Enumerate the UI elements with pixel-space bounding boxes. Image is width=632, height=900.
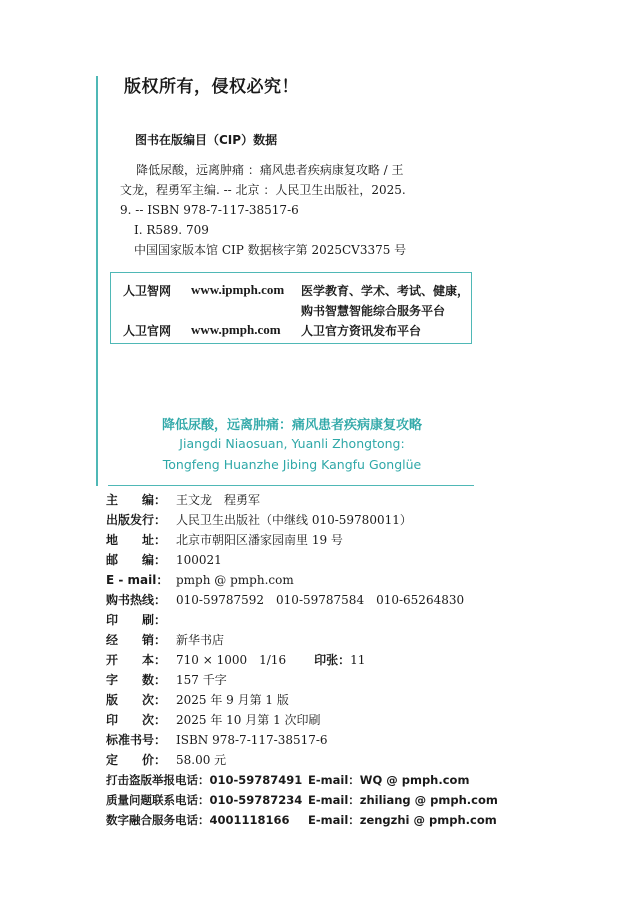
detail-value: 新华书店 bbox=[176, 633, 225, 647]
detail-row bbox=[106, 490, 486, 510]
detail-value: 王文龙 程勇军 bbox=[176, 493, 261, 507]
detail-row bbox=[106, 530, 486, 550]
detail-value: 100021 bbox=[176, 553, 222, 567]
contact-row bbox=[106, 810, 497, 830]
detail-label: 定 价： bbox=[106, 753, 167, 767]
detail-label: 出版发行： bbox=[106, 513, 167, 527]
detail-value: 北京市朝阳区潘家园南里 19 号 bbox=[176, 533, 343, 547]
website-description: 人卫官方资讯发布平台 bbox=[301, 324, 422, 338]
cip-line: 文龙，程勇军主编. -- 北京 ：人民卫生出版社，2025. bbox=[120, 183, 406, 197]
detail-row bbox=[106, 630, 486, 650]
detail-label: 开 本： bbox=[106, 653, 167, 667]
contact-phone: 质量问题联系电话：010-59787234 bbox=[106, 793, 303, 807]
detail-value: ISBN 978-7-117-38517-6 bbox=[176, 733, 328, 747]
detail-row bbox=[106, 650, 486, 670]
contact-row bbox=[106, 790, 498, 810]
detail-label: 标准书号： bbox=[106, 733, 167, 747]
contact-phone: 打击盗版举报电话：010-59787491 bbox=[106, 773, 303, 787]
website-description: 购书智慧智能综合服务平台 bbox=[301, 304, 446, 318]
detail-row bbox=[106, 690, 486, 710]
detail-value: 157 千字 bbox=[176, 673, 227, 687]
contact-email[interactable]: E-mail：WQ @ pmph.com bbox=[308, 773, 470, 787]
detail-label: 版 次： bbox=[106, 693, 167, 707]
contact-phone: 数字融合服务电话：4001118166 bbox=[106, 813, 290, 827]
detail-label: 主 编： bbox=[106, 493, 167, 507]
detail-label: E - mail： bbox=[106, 573, 169, 587]
detail-label: 地 址： bbox=[106, 533, 167, 547]
detail-row bbox=[106, 730, 486, 750]
detail-value: 58.00 元 bbox=[176, 753, 227, 767]
detail-label: 经 销： bbox=[106, 633, 167, 647]
contact-row bbox=[106, 770, 486, 790]
book-title-pinyin: Jiangdi Niaosuan, Yuanli Zhongtong: bbox=[179, 436, 405, 451]
website-url[interactable]: www.pmph.com bbox=[191, 322, 281, 337]
detail-row bbox=[106, 510, 486, 530]
cip-line: 降低尿酸，远离肿痛 ：痛风患者疾病康复攻略 / 王 bbox=[136, 163, 404, 177]
website-description: 医学教育、学术、考试、健康， bbox=[301, 284, 470, 298]
detail-row bbox=[106, 610, 486, 630]
detail-value: 010-59787592 010-59787584 010-65264830 bbox=[176, 593, 465, 607]
cip-line: 中国国家版本馆 CIP 数据核字第 2025CV3375 号 bbox=[134, 243, 407, 257]
contact-email[interactable]: E-mail：zengzhi @ pmph.com bbox=[308, 813, 497, 827]
detail-row bbox=[106, 750, 486, 770]
website-url[interactable]: www.ipmph.com bbox=[191, 282, 285, 297]
book-title-pinyin: Tongfeng Huanzhe Jibing Kangfu Gonglüe bbox=[162, 457, 422, 472]
detail-label: 字 数： bbox=[106, 673, 167, 687]
cip-line: 9. -- ISBN 978-7-117-38517-6 bbox=[120, 203, 299, 217]
copyright-heading: 版权所有，侵权必究！ bbox=[124, 77, 299, 97]
website-info-box bbox=[110, 272, 472, 344]
detail-label: 邮 编： bbox=[106, 553, 167, 567]
detail-value: 2025 年 10 月第 1 次印刷 bbox=[176, 713, 321, 727]
detail-value: 11 bbox=[350, 653, 366, 667]
contact-email[interactable]: E-mail：zhiliang @ pmph.com bbox=[308, 793, 498, 807]
website-name: 人卫智网 bbox=[123, 284, 172, 298]
detail-value: 人民卫生出版社（中继线 010-59780011） bbox=[176, 513, 412, 527]
detail-value: 2025 年 9 月第 1 版 bbox=[176, 693, 289, 707]
detail-label: 购书热线： bbox=[106, 593, 167, 607]
detail-value: pmph @ pmph.com bbox=[176, 573, 294, 587]
cip-record bbox=[120, 160, 470, 260]
detail-row bbox=[106, 570, 486, 590]
website-name: 人卫官网 bbox=[123, 324, 172, 338]
detail-value: 710 × 1000 1/16 bbox=[176, 653, 287, 667]
sidebar-accent-line bbox=[96, 76, 98, 486]
detail-row bbox=[106, 710, 486, 730]
detail-row bbox=[106, 670, 486, 690]
cip-line: Ⅰ. R589. 709 bbox=[134, 223, 209, 237]
detail-label: 印张： bbox=[314, 653, 351, 667]
book-title: 降低尿酸，远离肿痛：痛风患者疾病康复攻略 bbox=[161, 418, 422, 433]
publication-details bbox=[106, 490, 498, 830]
section-divider bbox=[108, 485, 474, 486]
detail-row bbox=[106, 590, 486, 610]
detail-label: 印 刷： bbox=[106, 613, 167, 627]
detail-row bbox=[106, 550, 486, 570]
detail-label: 印 次： bbox=[106, 713, 167, 727]
cip-title: 图书在版编目（CIP）数据 bbox=[135, 133, 278, 147]
